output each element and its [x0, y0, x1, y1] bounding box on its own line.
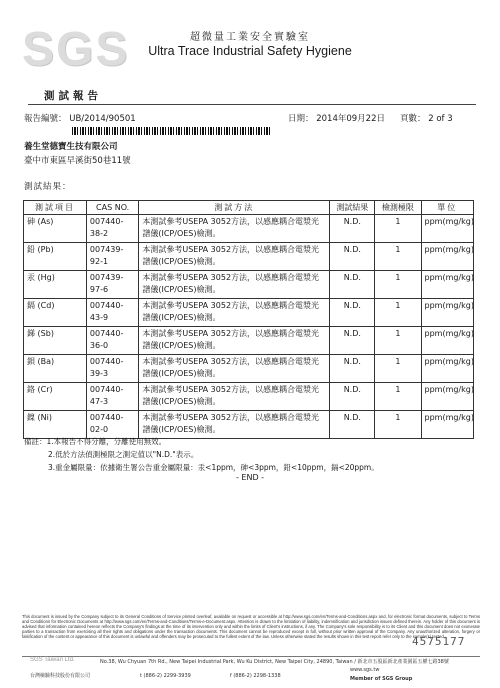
cell-method: 本測試參考USEPA 3052方法，以感應耦合電漿光譜儀(ICP/OES)檢測。: [139, 243, 330, 271]
header-divider: [28, 104, 476, 105]
cell-item: 砷 (As): [24, 215, 87, 243]
cell-result: N.D.: [330, 327, 375, 355]
cell-cas: 007439-97-6: [86, 271, 138, 299]
cell-unit: ppm(mg/kg): [421, 215, 474, 243]
cell-limit: 1: [375, 243, 421, 271]
cell-result: N.D.: [330, 271, 375, 299]
page-number-value: 2 of 3: [428, 114, 453, 124]
report-number-value: UB/2014/90501: [69, 114, 136, 124]
header-limit: 檢測極限: [375, 201, 421, 215]
cell-cas: 007440-39-3: [86, 355, 138, 383]
cell-cas: 007440-02-0: [86, 411, 138, 439]
end-mark: - END -: [235, 473, 265, 482]
footer-tel: t (886-2) 2299-3939: [140, 673, 191, 679]
cell-cas: 007439-92-1: [86, 243, 138, 271]
client-address: 臺中市東區早溪街50巷11號: [24, 156, 131, 166]
cell-unit: ppm(mg/kg): [421, 271, 474, 299]
cell-result: N.D.: [330, 215, 375, 243]
cell-item: 鎳 (Ni): [24, 411, 87, 439]
cell-item: 鋇 (Ba): [24, 355, 87, 383]
footer-web[interactable]: www.sgs.tw: [350, 667, 380, 673]
cell-unit: ppm(mg/kg): [421, 355, 474, 383]
results-label: 測試結果：: [24, 182, 72, 192]
footer-member: Member of SGS Group: [350, 676, 413, 682]
header-cas-no: CAS NO.: [86, 201, 138, 215]
report-number-label: 報告編號：: [24, 114, 67, 124]
cell-unit: ppm(mg/kg): [421, 243, 474, 271]
report-date-label: 日期：: [288, 114, 314, 124]
results-table: [23, 200, 474, 439]
cell-result: N.D.: [330, 243, 375, 271]
cell-cas: 007440-36-0: [86, 327, 138, 355]
cell-unit: ppm(mg/kg): [421, 327, 474, 355]
footer-fax: f (886-2) 2298-1338: [230, 673, 281, 679]
footer-company-zh: 台灣檢驗科技股份有限公司: [30, 673, 91, 679]
report-title: 測試報告: [44, 90, 102, 102]
cell-limit: 1: [375, 299, 421, 327]
table-row: [24, 243, 474, 271]
footer-logo: SGS Taiwan Ltd.: [30, 657, 75, 663]
footer-divider: [22, 656, 480, 657]
serial-number: 4575177: [412, 635, 466, 648]
cell-result: N.D.: [330, 383, 375, 411]
cell-result: N.D.: [330, 355, 375, 383]
page-number-label: 頁數：: [400, 114, 426, 124]
cell-item: 鉻 (Cr): [24, 383, 87, 411]
cell-item: 汞 (Hg): [24, 271, 87, 299]
sgs-logo: [22, 22, 130, 78]
footer-address: [100, 659, 480, 666]
cell-method: 本測試參考USEPA 3052方法，以感應耦合電漿光譜儀(ICP/OES)檢測。: [139, 383, 330, 411]
cell-item: 鉛 (Pb): [24, 243, 87, 271]
note-2: 2.低於方法偵測極限之測定值以"N.D."表示。: [48, 450, 199, 459]
cell-method: 本測試參考USEPA 3052方法，以感應耦合電漿光譜儀(ICP/OES)檢測。: [139, 355, 330, 383]
cell-method: 本測試參考USEPA 3052方法，以感應耦合電漿光譜儀(ICP/OES)檢測。: [139, 271, 330, 299]
cell-item: 鎘 (Cd): [24, 299, 87, 327]
cell-limit: 1: [375, 355, 421, 383]
lab-name-zh: 超微量工業安全實驗室: [190, 32, 310, 43]
cell-limit: 1: [375, 271, 421, 299]
cell-limit: 1: [375, 383, 421, 411]
report-date-value: 2014年09月22日: [316, 114, 385, 124]
notes: [24, 435, 379, 474]
header-result: 測試結果: [330, 201, 375, 215]
cell-result: N.D.: [330, 299, 375, 327]
footer-address-line: No.38, Wu Chyuan 7th Rd., New Taipei Industrial Park, Wu Ku District, New Taipei City, 24890, Taiwan / 新北市五股區新北產業園區五權七路38號: [100, 659, 449, 665]
cell-limit: 1: [375, 327, 421, 355]
cell-cas: 007440-38-2: [86, 215, 138, 243]
report-number: [24, 112, 136, 124]
header-method: 測試方法: [139, 201, 330, 215]
table-row: [24, 299, 474, 327]
cell-unit: ppm(mg/kg): [421, 299, 474, 327]
table-row: [24, 327, 474, 355]
cell-method: 本測試參考USEPA 3052方法，以感應耦合電漿光譜儀(ICP/OES)檢測。: [139, 299, 330, 327]
lab-name-en: Ultra Trace Industrial Safety Hygiene: [148, 44, 352, 58]
page-number: [400, 112, 453, 124]
disclaimer: This document is issued by the Company subject to its General Conditions of Service printed overleaf, available on request or accessible at http://www.sgs.com/en/Terms-and-Conditions.aspx and, for electronic format documents, subject to Terms and Conditions for Electronic Documents at http://www.sgs.com/en/Terms-and-Conditions/Terms-e-Document.aspx. Attention is drawn to the limitation of liability, indemnification and jurisdiction issues defined therein. Any holder of this document is advised that information contained hereon reflects the Company's findings at the time of its intervention only and within the limits of Client's instructions, if any. The Company's sole responsibility is to its Client and this document does not exonerate parties to a transaction from exercising all their rights and obligations under the transaction documents. This document cannot be reproduced except in full, without prior written approval of the Company. Any unauthorized alteration, forgery or falsification of the content or appearance of this document is unlawful and offenders may be prosecuted to the fullest extent of the law. Unless otherwise stated the results shown in this test report refer only to the sample(s) tested.: [22, 614, 480, 639]
header-test-item: 測試項目: [24, 201, 87, 215]
cell-item: 銻 (Sb): [24, 327, 87, 355]
report-date: [288, 112, 385, 124]
sgs-logo-text: SGS: [22, 23, 130, 76]
note-1: 備註：1.本報告不得分離，分離使用無效。: [24, 437, 167, 446]
cell-method: 本測試參考USEPA 3052方法，以感應耦合電漿光譜儀(ICP/OES)檢測。: [139, 411, 330, 439]
cell-method: 本測試參考USEPA 3052方法，以感應耦合電漿光譜儀(ICP/OES)檢測。: [139, 327, 330, 355]
cell-result: N.D.: [330, 411, 375, 439]
table-row: [24, 383, 474, 411]
cell-unit: ppm(mg/kg): [421, 383, 474, 411]
table-row: [24, 271, 474, 299]
cell-method: 本測試參考USEPA 3052方法，以感應耦合電漿光譜儀(ICP/OES)檢測。: [139, 215, 330, 243]
table-row: [24, 355, 474, 383]
note-3: 3.重金屬限量：依據衛生署公告重金屬限量：汞<1ppm，砷<3ppm，鉛<10ppm，鎘<20ppm。: [48, 463, 379, 472]
cell-limit: 1: [375, 215, 421, 243]
client-company: 養生堂德寶生技有限公司: [24, 142, 118, 152]
cell-unit: ppm(mg/kg): [421, 411, 474, 439]
barcode: [72, 127, 272, 135]
header-unit: 單位: [421, 201, 474, 215]
cell-cas: 007440-47-3: [86, 383, 138, 411]
cell-limit: 1: [375, 411, 421, 439]
table-row: [24, 215, 474, 243]
cell-cas: 007440-43-9: [86, 299, 138, 327]
table-header-row: [24, 201, 474, 215]
